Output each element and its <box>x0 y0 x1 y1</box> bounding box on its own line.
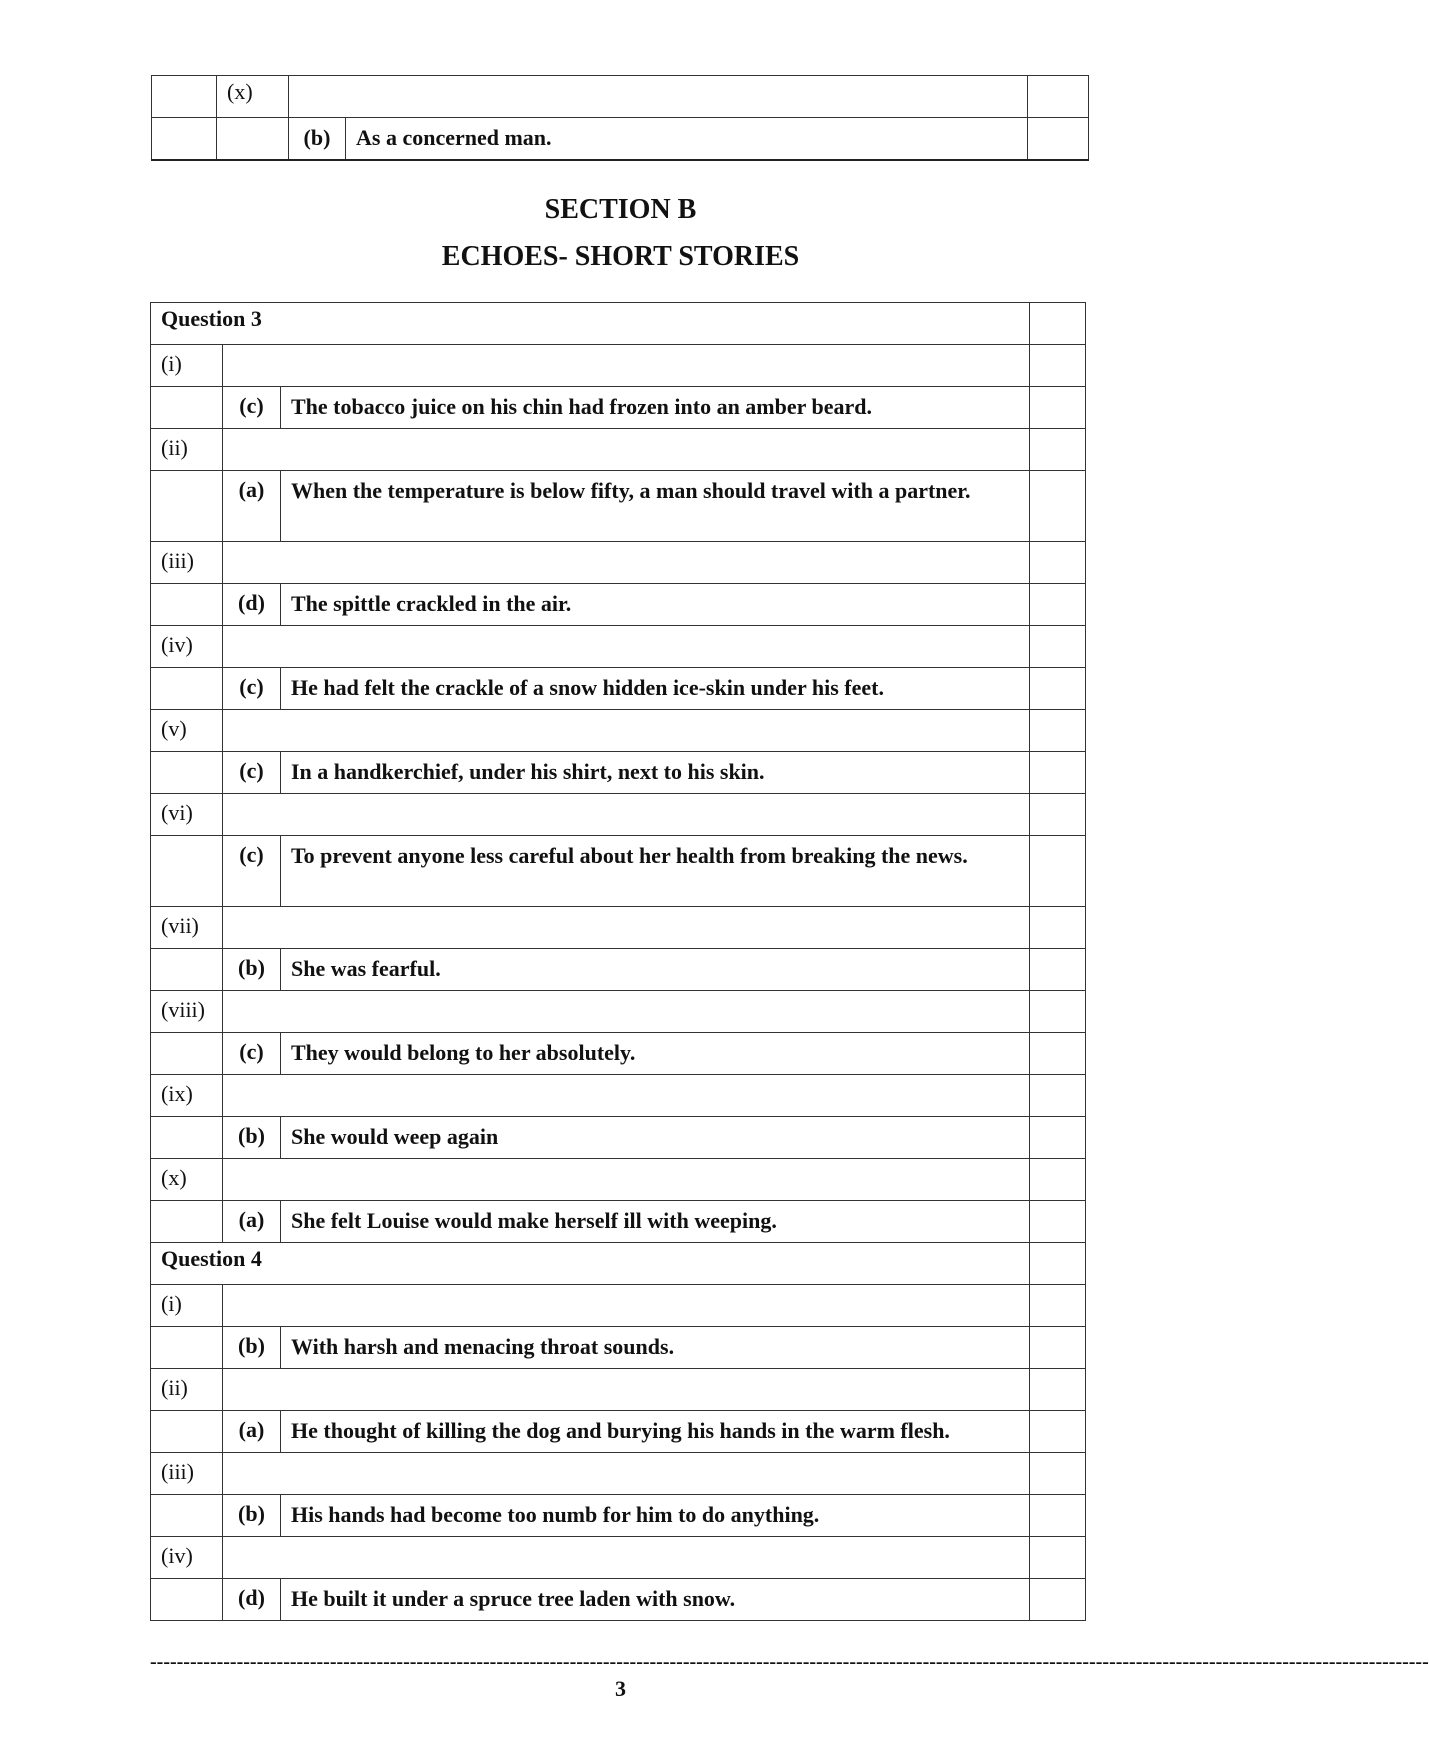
item-number: (vii) <box>151 907 223 949</box>
answer-row <box>151 1411 1086 1453</box>
item-number: (i) <box>151 1285 223 1327</box>
question-number-row <box>151 991 1086 1033</box>
blank-cell <box>151 387 223 429</box>
answer-row <box>151 387 1086 429</box>
blank-cell <box>151 949 223 991</box>
question-title: Question 3 <box>151 303 1030 345</box>
answer-text: He had felt the crackle of a snow hidden ice-skin under his feet. <box>281 668 1030 710</box>
answer-text: To prevent anyone less careful about her health from breaking the news. <box>281 836 1030 907</box>
marks-cell <box>1030 303 1086 345</box>
question-number-row <box>151 1453 1086 1495</box>
option-letter: (b) <box>223 1117 281 1159</box>
blank-cell <box>151 471 223 542</box>
marks-cell <box>1030 1201 1086 1243</box>
option-letter: (b) <box>223 1495 281 1537</box>
question-number-row <box>151 1159 1086 1201</box>
question-title: Question 4 <box>151 1243 1030 1285</box>
answer-text: In a handkerchief, under his shirt, next to his skin. <box>281 752 1030 794</box>
blank-cell <box>223 1285 1030 1327</box>
item-number: (viii) <box>151 991 223 1033</box>
blank-cell <box>223 710 1030 752</box>
question-number-row <box>151 1537 1086 1579</box>
blank-cell <box>223 1075 1030 1117</box>
answer-row <box>151 1327 1086 1369</box>
marks-cell <box>1030 794 1086 836</box>
option-letter: (a) <box>223 1411 281 1453</box>
marks-cell <box>1030 345 1086 387</box>
item-number: (iv) <box>151 626 223 668</box>
option-letter: (b) <box>223 1327 281 1369</box>
footer-divider: ------------------------------------------------------------------------------------------------------------------------------------------------------------------------------------------------ <box>150 1651 1429 1673</box>
blank-cell <box>151 668 223 710</box>
blank-cell <box>223 1159 1030 1201</box>
question-header-row <box>151 303 1086 345</box>
item-number: (vi) <box>151 794 223 836</box>
marks-cell <box>1030 668 1086 710</box>
item-number: (iii) <box>151 1453 223 1495</box>
section-title: SECTION B <box>544 194 697 225</box>
answer-text: His hands had become too numb for him to do anything. <box>281 1495 1030 1537</box>
marks-cell <box>1030 710 1086 752</box>
marks-cell <box>1030 949 1086 991</box>
marks-cell <box>1030 1453 1086 1495</box>
question-number: (x) <box>217 76 289 118</box>
answer-text: She would weep again <box>281 1117 1030 1159</box>
previous-answer-table <box>151 75 1089 161</box>
blank-cell <box>223 1453 1030 1495</box>
option-letter: (a) <box>223 1201 281 1243</box>
item-number: (i) <box>151 345 223 387</box>
answer-row <box>151 471 1086 542</box>
blank-cell <box>223 1369 1030 1411</box>
question-number-row <box>151 907 1086 949</box>
answer-row <box>151 836 1086 907</box>
blank-cell <box>151 1411 223 1453</box>
answer-text: They would belong to her absolutely. <box>281 1033 1030 1075</box>
marks-cell <box>1028 118 1089 160</box>
question-number-row <box>151 1285 1086 1327</box>
marks-cell <box>1030 991 1086 1033</box>
marks-cell <box>1030 542 1086 584</box>
option-letter: (c) <box>223 836 281 907</box>
answer-row <box>151 1579 1086 1621</box>
marks-cell <box>1030 1117 1086 1159</box>
answer-row <box>151 1201 1086 1243</box>
blank-cell <box>151 752 223 794</box>
section-subtitle: ECHOES- SHORT STORIES <box>441 241 800 272</box>
marks-cell <box>1030 1495 1086 1537</box>
item-number: (ii) <box>151 429 223 471</box>
marks-cell <box>1030 1033 1086 1075</box>
blank-cell <box>223 345 1030 387</box>
blank-cell <box>151 1495 223 1537</box>
blank-cell <box>289 76 1028 118</box>
option-letter: (c) <box>223 752 281 794</box>
blank-cell <box>151 1579 223 1621</box>
question-number-row <box>151 710 1086 752</box>
marks-cell <box>1030 752 1086 794</box>
answer-row <box>151 668 1086 710</box>
blank-cell <box>152 118 217 160</box>
marks-cell <box>1030 907 1086 949</box>
answer-text: As a concerned man. <box>346 118 1028 160</box>
blank-cell <box>151 836 223 907</box>
answer-text: He built it under a spruce tree laden with snow. <box>281 1579 1030 1621</box>
table-row <box>152 118 1089 160</box>
item-number: (x) <box>151 1159 223 1201</box>
question-number-row <box>151 429 1086 471</box>
marks-cell <box>1030 1075 1086 1117</box>
marks-cell <box>1030 626 1086 668</box>
blank-cell <box>223 429 1030 471</box>
blank-cell <box>151 1117 223 1159</box>
marks-cell <box>1030 471 1086 542</box>
answer-text: She was fearful. <box>281 949 1030 991</box>
blank-cell <box>223 626 1030 668</box>
marks-cell <box>1030 1327 1086 1369</box>
marks-cell <box>1030 836 1086 907</box>
answer-text: When the temperature is below fifty, a man should travel with a partner. <box>281 471 1030 542</box>
blank-cell <box>217 118 289 160</box>
answer-key-table <box>150 302 1086 1621</box>
option-letter: (c) <box>223 1033 281 1075</box>
item-number: (ii) <box>151 1369 223 1411</box>
item-number: (iii) <box>151 542 223 584</box>
option-letter: (c) <box>223 387 281 429</box>
marks-cell <box>1030 584 1086 626</box>
answer-row <box>151 949 1086 991</box>
question-number-row <box>151 1369 1086 1411</box>
blank-cell <box>151 1327 223 1369</box>
answer-text: He thought of killing the dog and burying his hands in the warm flesh. <box>281 1411 1030 1453</box>
blank-cell <box>223 991 1030 1033</box>
marks-cell <box>1030 1159 1086 1201</box>
marks-cell <box>1030 1243 1086 1285</box>
answer-text: With harsh and menacing throat sounds. <box>281 1327 1030 1369</box>
marks-cell <box>1028 76 1089 118</box>
blank-cell <box>152 76 217 118</box>
marks-cell <box>1030 1537 1086 1579</box>
answer-row <box>151 1117 1086 1159</box>
question-number-row <box>151 542 1086 584</box>
table-row <box>152 76 1089 118</box>
item-number: (ix) <box>151 1075 223 1117</box>
answer-text: She felt Louise would make herself ill with weeping. <box>281 1201 1030 1243</box>
answer-text: The tobacco juice on his chin had frozen into an amber beard. <box>281 387 1030 429</box>
blank-cell <box>151 1033 223 1075</box>
marks-cell <box>1030 387 1086 429</box>
answer-row <box>151 752 1086 794</box>
blank-cell <box>223 794 1030 836</box>
question-number-row <box>151 345 1086 387</box>
option-letter: (d) <box>223 584 281 626</box>
question-number-row <box>151 1075 1086 1117</box>
question-header-row <box>151 1243 1086 1285</box>
option-letter: (d) <box>223 1579 281 1621</box>
page-number: 3 <box>615 1676 626 1701</box>
blank-cell <box>223 542 1030 584</box>
option-letter: (b) <box>289 118 346 160</box>
blank-cell <box>151 584 223 626</box>
marks-cell <box>1030 429 1086 471</box>
blank-cell <box>223 907 1030 949</box>
option-letter: (b) <box>223 949 281 991</box>
blank-cell <box>151 1201 223 1243</box>
answer-row <box>151 584 1086 626</box>
answer-row <box>151 1033 1086 1075</box>
marks-cell <box>1030 1369 1086 1411</box>
option-letter: (c) <box>223 668 281 710</box>
option-letter: (a) <box>223 471 281 542</box>
marks-cell <box>1030 1579 1086 1621</box>
answer-row <box>151 1495 1086 1537</box>
question-number-row <box>151 626 1086 668</box>
answer-key-body <box>151 303 1086 1621</box>
blank-cell <box>223 1537 1030 1579</box>
item-number: (v) <box>151 710 223 752</box>
marks-cell <box>1030 1285 1086 1327</box>
item-number: (iv) <box>151 1537 223 1579</box>
marks-cell <box>1030 1411 1086 1453</box>
question-number-row <box>151 794 1086 836</box>
answer-text: The spittle crackled in the air. <box>281 584 1030 626</box>
